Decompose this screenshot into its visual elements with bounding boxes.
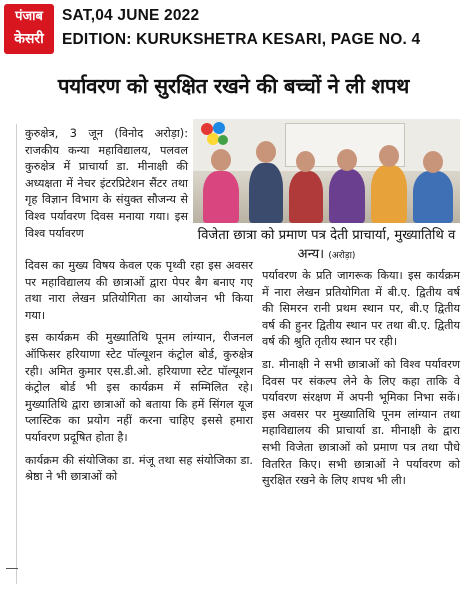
person-1-head	[211, 149, 231, 171]
person-5	[371, 165, 407, 223]
paragraph: डा. मीनाक्षी ने सभी छात्राओं को विश्व पर्यावरण दिवस पर संकल्प लेने के लिए कहा ताकि वे पर्यावरण संरक्षण में अपनी भूमिका निभा सकें। इस अवसर पर मुख्यातिथि पूनम लांग्यान तथा महाविद्यालय की प्राचार्या डा. मीनाक्षी के द्वारा सभी विजेता छात्राओं को प्रमाण पत्र तथा पौधे वितरित किए। सभी छात्राओं ने पर्यावरण को सुरक्षित रखने के लिए शपथ भी ली।	[262, 357, 460, 488]
balloon-decoration-icon	[199, 121, 229, 151]
intro-text: राजकीय कन्या महाविद्यालय, पलवल कुरुक्षेत्र में प्राचार्या डा. मीनाक्षी की अध्यक्षता में नेचर इंटरप्रिटेशन सैंटर तथा गृह विज्ञान विभाग के संयुक्त सौजन्य से विश्व पर्यावरण दिवस मनाया गया। इस विश्व पर्यावरण	[25, 143, 188, 240]
person-5-head	[379, 145, 399, 167]
person-3-head	[296, 151, 315, 172]
article-right-column	[262, 268, 460, 496]
paragraph: कार्यक्रम की संयोजिका डा. मंजू तथा सह संयोजिका डा. श्रेष्ठा ने भी छात्राओं को	[25, 453, 253, 484]
logo-line-2: केसरी	[14, 31, 44, 47]
paragraph: दिवस का मुख्य विषय केवल एक पृथ्वी रहा इस अवसर पर महाविद्यालय की छात्राओं द्वारा पेपर बैग बनाए गए तथा नारा लेखन प्रतियोगिता का आयोजन भी किया गया।	[25, 259, 253, 322]
person-2-head	[256, 141, 276, 163]
person-6	[413, 171, 453, 223]
person-4	[329, 169, 365, 223]
person-2	[249, 163, 283, 223]
column-rule	[16, 124, 17, 584]
photo-credit: (अरोड़ा)	[328, 251, 356, 261]
crop-mark	[6, 568, 18, 569]
article-intro	[25, 126, 188, 248]
person-4-head	[337, 149, 357, 171]
edition-info: EDITION: KURUKSHETRA KESARI, PAGE NO. 4	[62, 31, 421, 48]
article-headline: पर्यावरण को सुरक्षित रखने की बच्चों ने ली शपथ	[57, 74, 410, 98]
publication-date: SAT,04 JUNE 2022	[62, 7, 200, 24]
article-left-column	[25, 258, 253, 492]
logo-line-1: पंजाब	[15, 9, 43, 24]
person-3	[289, 171, 323, 223]
dateline: कुरुक्षेत्र, 3 जून (विनोद अरोड़ा):	[25, 127, 188, 140]
article-photo	[193, 119, 460, 223]
photo-caption-text: विजेता छात्रा को प्रमाण पत्र देती प्राचार्या, मुख्यातिथि व अन्य।	[197, 228, 456, 262]
paragraph: पर्यावरण के प्रति जागरूक किया। इस कार्यक्रम में नारा लेखन प्रतियोगिता में बी.ए. द्वितीय वर्ष की सिमरन रानी प्रथम स्थान पर, बी.ए द्वितीय वर्ष की हुनर द्वितीय स्थान पर तथा बी.ए. द्वितीय वर्ष की श्रुति तृतीय स्थान पर रही।	[262, 269, 460, 349]
masthead	[0, 0, 467, 58]
paragraph: इस कार्यक्रम की मुख्यातिथि पूनम लांग्यान, रीजनल ऑफिसर हरियाणा स्टेट पॉल्यूशन कंट्रोल बोर्ड, कुरुक्षेत्र रही। अमित कुमार एस.डी.ओ. हरियाणा स्टेट पॉल्यूशन कंट्रोल बोर्ड भी इस कार्यक्रम में सम्मिलित रहे। मुख्यातिथि द्वारा छात्राओं को बताया कि हमें सिंगल यूज प्लास्टिक का प्रयोग नहीं करना चाहिए इससे हमारा पर्यावरण प्रदूषित होता है।	[25, 331, 253, 444]
person-1	[203, 171, 239, 223]
person-6-head	[423, 151, 443, 173]
punjab-kesari-logo	[4, 4, 54, 54]
intro-paragraph	[25, 126, 188, 242]
